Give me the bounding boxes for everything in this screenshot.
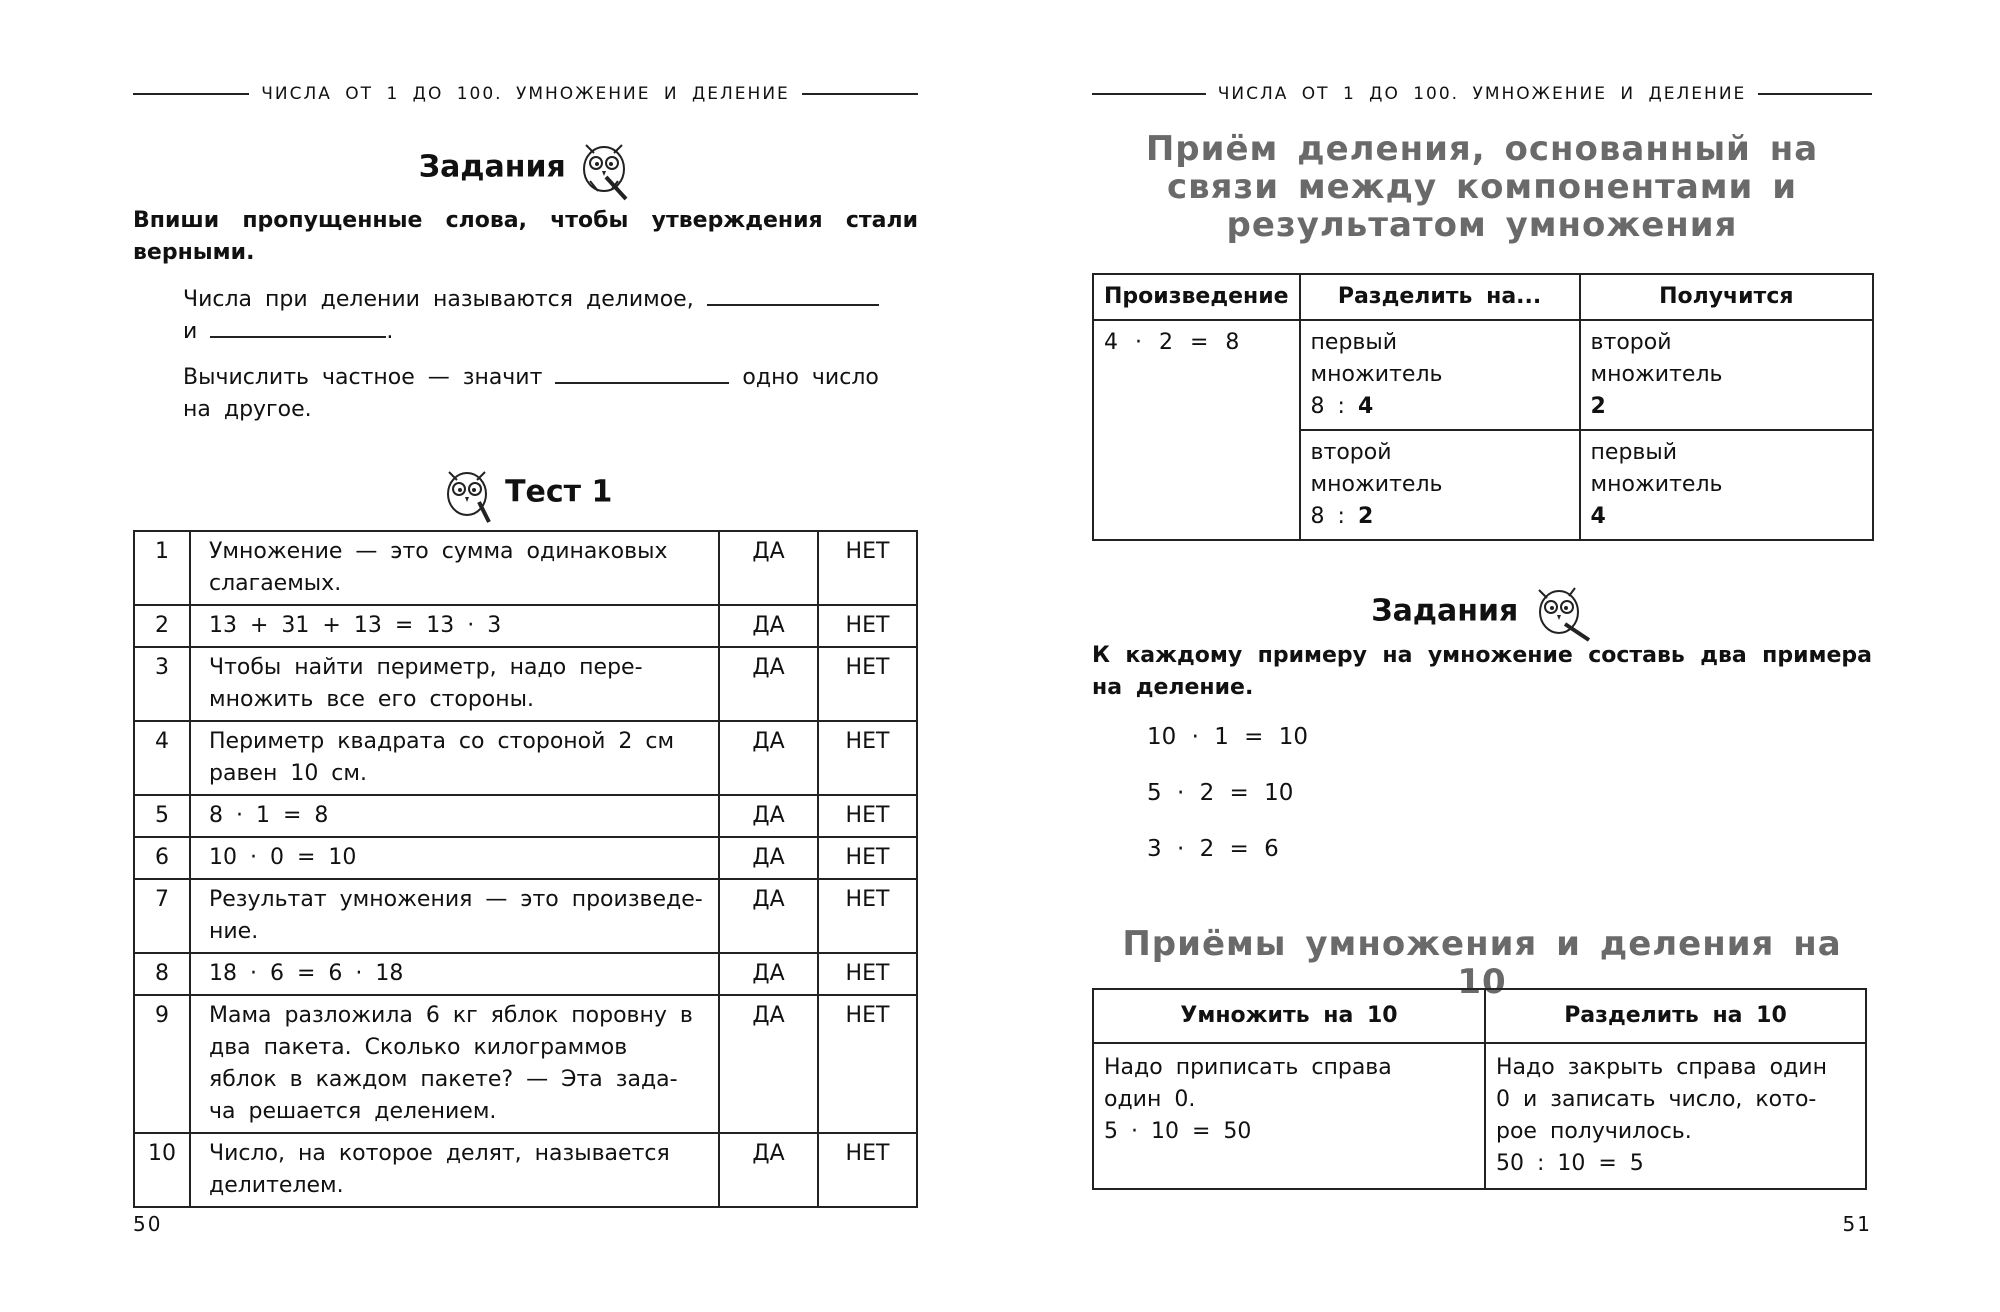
blank-field[interactable] [210, 318, 386, 338]
running-head [1092, 84, 1872, 104]
rule-line [802, 93, 918, 95]
answer-yes[interactable]: ДА [719, 1133, 818, 1207]
cell-value: 2 [1590, 394, 1606, 419]
question-number: 8 [134, 953, 190, 995]
blank-field[interactable] [555, 364, 729, 384]
question-number: 7 [134, 879, 190, 953]
tasks-heading [1092, 580, 1872, 644]
question-text: Число, на которое делят, называется делителем. [190, 1133, 719, 1207]
cell-label: первый множитель [1590, 440, 1723, 497]
owl-mascot-icon [439, 462, 495, 524]
question-text: 18 · 6 = 6 · 18 [190, 953, 719, 995]
answer-yes[interactable]: ДА [719, 531, 818, 605]
test-row [134, 795, 917, 837]
result-cell [1580, 430, 1873, 540]
fill-sentence-1 [183, 284, 918, 348]
answer-yes[interactable]: ДА [719, 721, 818, 795]
rule-line [1758, 93, 1872, 95]
answer-no[interactable]: НЕТ [818, 995, 917, 1133]
page-number: 50 [133, 1212, 163, 1236]
question-number: 2 [134, 605, 190, 647]
test-heading [133, 462, 918, 524]
question-number: 3 [134, 647, 190, 721]
tasks-title: Задания [418, 149, 566, 185]
question-text: 10 · 0 = 10 [190, 837, 719, 879]
question-text: Результат умножения — это произведе- ние. [190, 879, 719, 953]
question-text: Умножение — это сумма одинаковых слагаемых. [190, 531, 719, 605]
times-ten-table [1092, 988, 1867, 1190]
question-text: Чтобы найти периметр, надо пере- множить все его стороны. [190, 647, 719, 721]
cell-label: первый множитель [1310, 330, 1443, 387]
test-row [134, 995, 917, 1133]
question-text: Мама разложила 6 кг яблок поровну в два пакета. Сколько килограммов яблок в каждом пакете? — Эта зада- ча решается делением. [190, 995, 719, 1133]
answer-yes[interactable]: ДА [719, 605, 818, 647]
fill-sentence-2 [183, 362, 918, 426]
test-row [134, 531, 917, 605]
question-number: 10 [134, 1133, 190, 1207]
answer-yes[interactable]: ДА [719, 953, 818, 995]
question-text: 13 + 31 + 13 = 13 · 3 [190, 605, 719, 647]
running-head-text: ЧИСЛА ОТ 1 ДО 100. УМНОЖЕНИЕ И ДЕЛЕНИЕ [261, 84, 790, 104]
answer-no[interactable]: НЕТ [818, 795, 917, 837]
product-cell: 4 · 2 = 8 [1093, 320, 1300, 540]
column-header: Получится [1580, 274, 1873, 320]
cell-value: 4 [1590, 504, 1606, 529]
test-title: Тест 1 [505, 474, 613, 510]
test-row [134, 953, 917, 995]
answer-yes[interactable]: ДА [719, 647, 818, 721]
division-table [1092, 273, 1874, 541]
result-cell [1580, 320, 1873, 430]
answer-yes[interactable]: ДА [719, 879, 818, 953]
sentence-text: и [183, 319, 198, 344]
owl-mascot-icon [1529, 580, 1593, 644]
test-row [134, 647, 917, 721]
sentence-text: Числа при делении называются делимое, [183, 287, 694, 312]
section-heading: Приём деления, основанный на связи между компонентами и результатом умножения [1145, 129, 1819, 245]
right-page [1092, 0, 1872, 1312]
question-number: 4 [134, 721, 190, 795]
question-number: 1 [134, 531, 190, 605]
answer-no[interactable]: НЕТ [818, 837, 917, 879]
running-head [133, 84, 918, 104]
column-header: Произведение [1093, 274, 1300, 320]
cell-label: второй множитель [1590, 330, 1723, 387]
left-page [133, 0, 918, 1312]
cell-expression: 8 : [1310, 504, 1358, 529]
cell-label: второй множитель [1310, 440, 1443, 497]
sentence-text: одно число на другое. [183, 365, 879, 422]
section-heading: Приёмы умножения и деления на 10 [1122, 924, 1842, 1002]
test-row [134, 879, 917, 953]
running-head-text: ЧИСЛА ОТ 1 ДО 100. УМНОЖЕНИЕ И ДЕЛЕНИЕ [1217, 84, 1747, 104]
column-header: Умножить на 10 [1093, 989, 1485, 1043]
cell-value: 4 [1357, 394, 1374, 419]
question-number: 9 [134, 995, 190, 1133]
task-instruction: К каждому примеру на умножение составь два примера на деление. [1092, 643, 1872, 700]
answer-no[interactable]: НЕТ [818, 605, 917, 647]
task-instruction: Впиши пропущенные слова, чтобы утверждения стали верными. [133, 208, 918, 265]
sentence-text: . [386, 319, 394, 344]
test-row [134, 837, 917, 879]
divide-cell [1300, 320, 1580, 430]
sentence-text: Вычислить частное — значит [183, 365, 543, 390]
blank-field[interactable] [707, 286, 879, 306]
answer-yes[interactable]: ДА [719, 837, 818, 879]
tasks-title: Задания [1371, 593, 1519, 629]
column-header: Разделить на... [1300, 274, 1580, 320]
rule-line [133, 93, 249, 95]
test-table [133, 530, 918, 1208]
answer-no[interactable]: НЕТ [818, 531, 917, 605]
answer-no[interactable]: НЕТ [818, 721, 917, 795]
question-number: 5 [134, 795, 190, 837]
answer-no[interactable]: НЕТ [818, 879, 917, 953]
example-expression: 5 · 2 = 10 [1147, 780, 1294, 806]
answer-no[interactable]: НЕТ [818, 647, 917, 721]
test-row [134, 721, 917, 795]
question-number: 6 [134, 837, 190, 879]
question-text: Периметр квадрата со стороной 2 см равен 10 см. [190, 721, 719, 795]
tasks-heading [133, 133, 918, 203]
answer-yes[interactable]: ДА [719, 995, 818, 1133]
cell-value: 2 [1357, 504, 1374, 529]
divide-cell [1300, 430, 1580, 540]
page-number: 51 [1842, 1212, 1872, 1236]
rule-line [1092, 93, 1206, 95]
answer-yes[interactable]: ДА [719, 795, 818, 837]
question-text: 8 · 1 = 8 [190, 795, 719, 837]
owl-mascot-icon [576, 133, 632, 203]
answer-no[interactable]: НЕТ [818, 953, 917, 995]
example-expression: 3 · 2 = 6 [1147, 836, 1279, 862]
example-expression: 10 · 1 = 10 [1147, 724, 1308, 750]
cell-expression: 8 : [1310, 394, 1358, 419]
column-header: Разделить на 10 [1485, 989, 1866, 1043]
test-row [134, 1133, 917, 1207]
test-row [134, 605, 917, 647]
answer-no[interactable]: НЕТ [818, 1133, 917, 1207]
multiply-rule-cell: Надо приписать справа один 0. 5 · 10 = 50 [1093, 1043, 1485, 1189]
divide-rule-cell: Надо закрыть справа один 0 и записать число, кото- рое получилось. 50 : 10 = 5 [1485, 1043, 1866, 1189]
